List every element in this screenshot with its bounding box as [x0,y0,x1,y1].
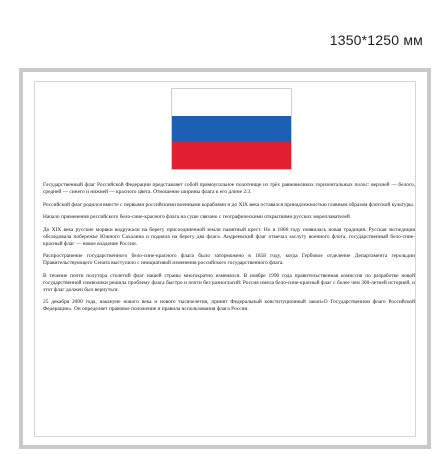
flag-stripe-red [172,142,291,169]
paragraph-3: Начало применения российского бело-сине-красного флага на суше связано с географическими открытиями русских мореплавателей. [43,214,352,220]
paragraph-6: В течение почти полутора столетий флаг нашей страны многократно изменялся. В ноябре 1990 года правительственная комиссия по разработке новой государственной символики решила проблему флага быстро и почти без разногласий: Россия имела бело-сине-красный флаг с более чем 300-летней историей, и этот флаг должен был вернуться. [43,272,415,293]
size-label: 1350*1250 мм [329,32,423,48]
info-board [19,68,431,449]
russian-flag-image [171,88,292,170]
paragraph-5: Распространение государственного бело-сине-красного флага было заторможено в 1858 году, когда Гербовое отделение Департамента герольдии Правительствующего Сената выступило с инициативой изменения российского государственного флага. [43,253,415,266]
paragraph-2: Российский флаг родился вместе с первыми российскими военными кораблями и до XIX века оставался принадлежностью главным образом флотской культуры. [43,201,415,208]
paragraph-4: До XIX века русские моряки водружали на берегу присоединенной земли памятный крест. Но в 1806 году появилась новая традиция. Русская экспедиция обследовала побережье Южного Сахалина и подняла на берегу два флага. Андреевский флаг отмечал заслугу военного флота, государственный бело-сине-красный флаг — новое владение России. [43,226,415,247]
paragraph-1: Государственный флаг Российской Федерации представляет собой прямоугольное полотнище из трёх равновеликих горизонтальных полос: верхней — белого, средней — синего и нижней — красного цвета. Отношение ширины флага к его длине 2:3. [43,182,415,195]
flag-stripe-blue [172,116,291,143]
flag-stripe-white [172,89,291,116]
article-text [43,182,415,319]
paragraph-7: 25 декабря 2000 года, накануне нового века и нового тысячелетия, принят Федеральный конституционный закон«О Государственном флаге Российской Федерации». Он определяет правовое положение и правила использования флага России. [43,299,415,312]
